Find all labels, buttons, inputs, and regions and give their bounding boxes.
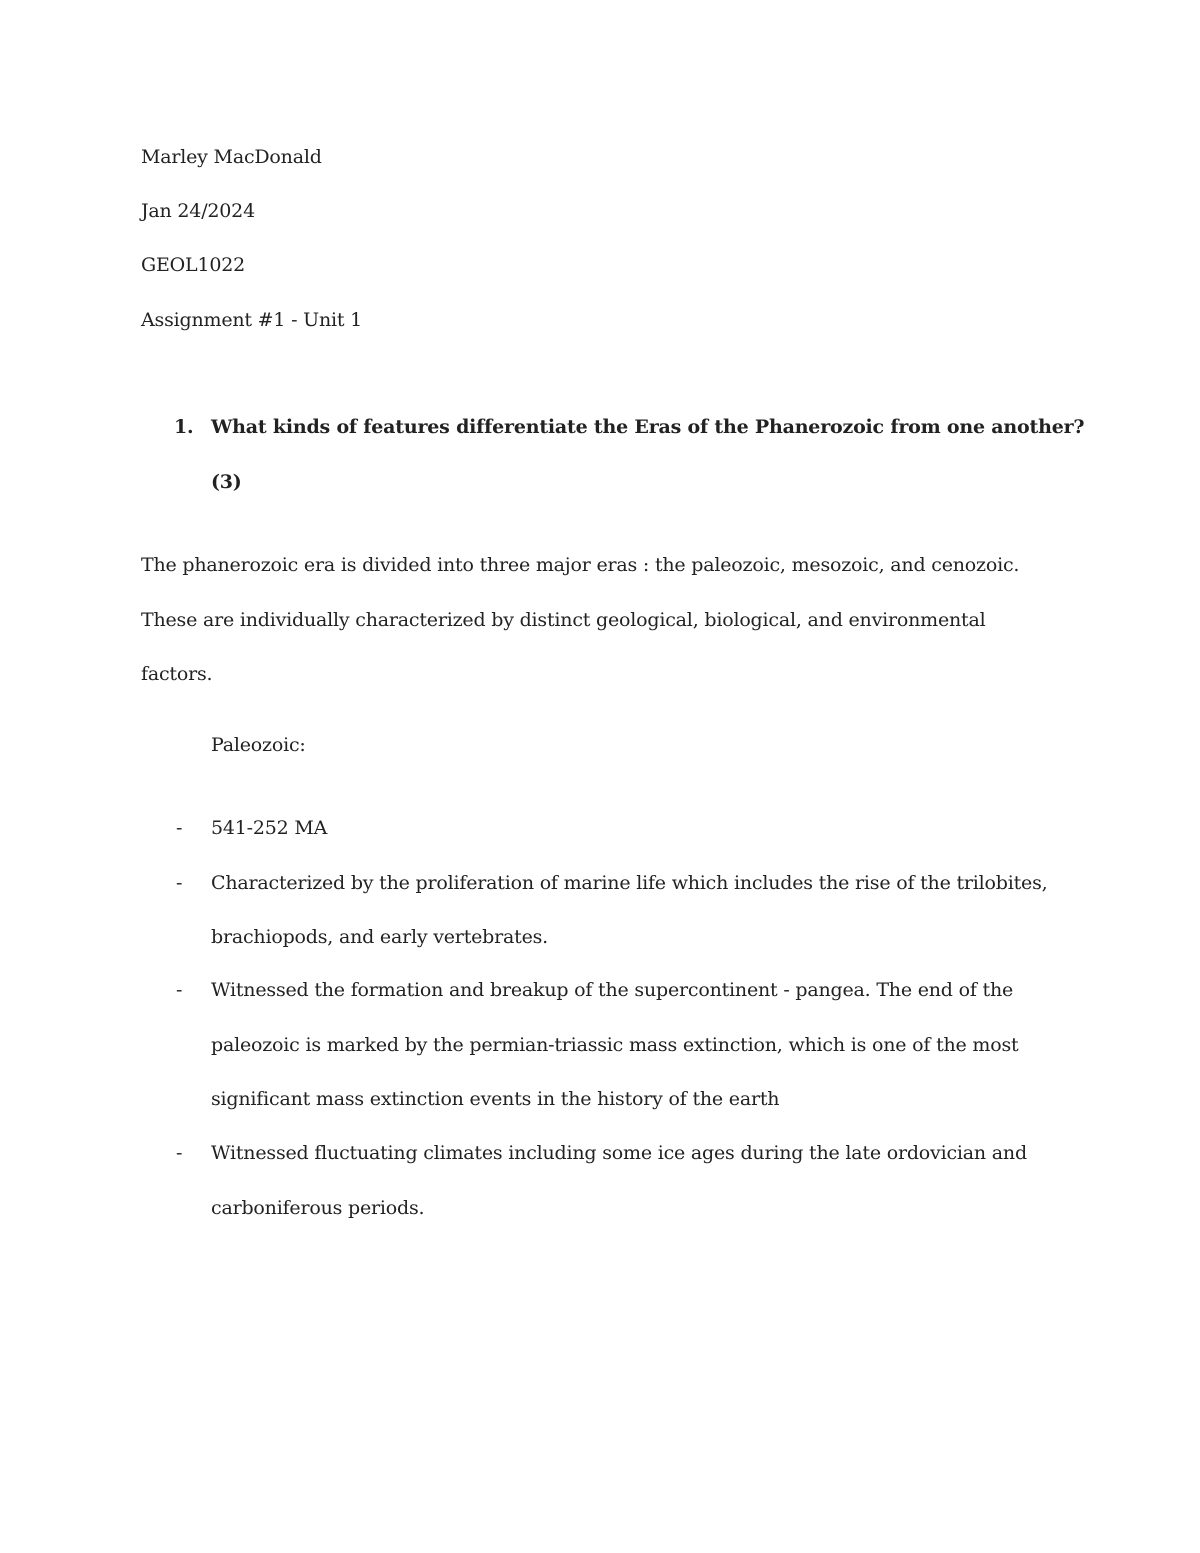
intro-line-1: The phanerozoic era is divided into three major eras : the paleozoic, mesozoic, and cenozoic.	[141, 554, 1020, 576]
submission-date: Jan 24/2024	[141, 200, 255, 222]
assignment-title: Assignment #1 - Unit 1	[141, 309, 363, 331]
question-text-line-2: (3)	[211, 471, 242, 493]
bullet-marker: -	[176, 1142, 183, 1164]
course-code: GEOL1022	[141, 254, 245, 276]
question-text-line-1: What kinds of features differentiate the Eras of the Phanerozoic from one another?	[211, 416, 1085, 438]
intro-line-2: These are individually characterized by distinct geological, biological, and environmental	[141, 609, 986, 631]
list-item-continuation: carboniferous periods.	[211, 1197, 425, 1219]
list-item-continuation: paleozoic is marked by the permian-triassic mass extinction, which is one of the most	[211, 1034, 1019, 1056]
bullet-marker: -	[176, 872, 183, 894]
paleozoic-heading: Paleozoic:	[211, 734, 306, 756]
bullet-marker: -	[176, 979, 183, 1001]
intro-line-3: factors.	[141, 663, 213, 685]
list-item: Characterized by the proliferation of marine life which includes the rise of the trilobites,	[211, 872, 1048, 894]
list-item: Witnessed the formation and breakup of the supercontinent - pangea. The end of the	[211, 979, 1014, 1001]
list-item-continuation: significant mass extinction events in the history of the earth	[211, 1088, 780, 1110]
bullet-marker: -	[176, 817, 183, 839]
list-item: Witnessed fluctuating climates including some ice ages during the late ordovician and	[211, 1142, 1027, 1164]
question-number: 1.	[174, 416, 194, 438]
list-item-continuation: brachiopods, and early vertebrates.	[211, 926, 549, 948]
author-name: Marley MacDonald	[141, 146, 322, 168]
list-item: 541-252 MA	[211, 817, 328, 839]
